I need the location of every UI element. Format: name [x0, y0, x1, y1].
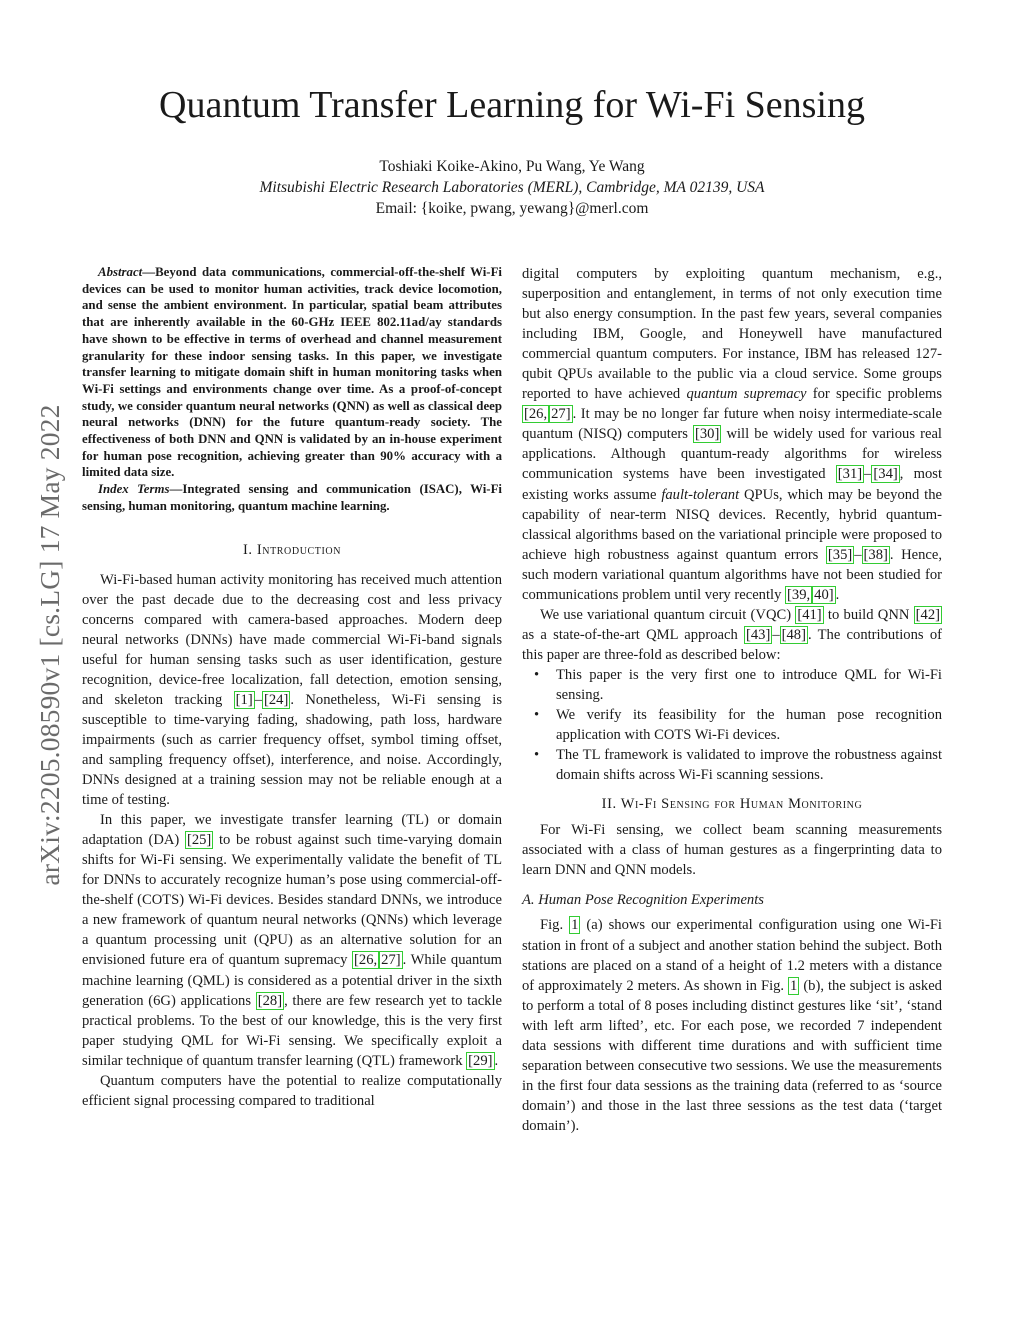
contribution-item: • This paper is the very first one to introduce QML for Wi-Fi sensing.: [522, 665, 942, 705]
author-affiliation: Mitsubishi Electric Research Laboratories (MERL), Cambridge, MA 02139, USA: [259, 179, 765, 196]
index-terms-text: —Integrated sensing and communication (ISAC), Wi-Fi sensing, human monitoring, quantum machine learning.: [82, 482, 502, 513]
citation-link[interactable]: [38]: [863, 546, 888, 563]
citation-link[interactable]: [34]: [873, 466, 898, 483]
abstract: [82, 264, 502, 481]
figure-link[interactable]: 1: [790, 977, 798, 994]
author-block: [0, 156, 1024, 219]
citation-link[interactable]: [1]: [235, 691, 253, 708]
author-email: Email: {koike, pwang, yewang}@merl.com: [375, 200, 649, 217]
intro-paragraph-3-continued: digital computers by exploiting quantum mechanism, e.g., superposition and entanglement, in terms of not only execution time but also energy consumption. In the past few years, several companies including IBM, Google, and Honeywell have manufactured commercial quantum computers. For instance, IBM has released 127-qubit QPUs available to the public via a cloud service. Some groups reported to have achieved quantum supremacy for specific problems [26, 27] . It may be no longer far future when noisy intermediate-scale quantum (NISQ) computers [30] will be widely used for various real applications. Although quantum-ready algorithms for wireless communication systems have been investigated [31] – [34] , most existing works assume fault-tolerant QPUs, which may be beyond the capability of near-term NISQ devices. Recently, hybrid quantum-classical algorithms based on the variational principle were proposed to achieve high robustness against quantum errors [35] – [38] . Hence, such modern variational quantum algorithms have not been studied for communications problem until very recently [39, 40] .: [522, 266, 943, 603]
intro-paragraph-2: In this paper, we investigate transfer learning (TL) or domain adaptation (DA) [25] to be robust against such time-varying domain shifts for Wi-Fi sensing. We experimentally validate the benefit of TL for DNNs to accurately recognize human’s pose using commercial-off-the-shelf (COTS) Wi-Fi devices. Besides standard DNNs, we introduce a new framework of quantum neural networks (QNNs) which leverage a quantum processing unit (QPU) as an alternative solution for an envisioned future era of quantum supremacy [26, 27] . While quantum machine learning (QML) is considered as a potential driver in the sixth generation (6G) applications [28] , there are few research yet to tackle practical problems. To the best of our knowledge, this is the very first paper studying QML for Wi-Fi sensing. We specifically exploit a similar technique of quantum transfer learning (QTL) framework [29] .: [82, 812, 503, 1069]
citation-link[interactable]: [25]: [186, 832, 212, 849]
citation-link[interactable]: 27]: [551, 406, 571, 423]
citation-link[interactable]: [41]: [797, 606, 822, 623]
left-column: [82, 264, 502, 1111]
abstract-label: Abstract: [98, 265, 143, 279]
section-heading-introduction: I. Introduction: [242, 541, 342, 558]
citation-link[interactable]: [24]: [264, 691, 289, 708]
arxiv-identifier: arXiv:2205.08590v1 [cs.LG] 17 May 2022: [34, 404, 65, 886]
section2-paragraph-2: Fig. 1 (a) shows our experimental configuration using one Wi-Fi station in front of a subject and another station behind the subject. Both stations are placed on a stand of a height of 1.2 meters with a distance of approximately 2 meters. As shown in Fig. 1 (b), the subject is asked to perform a total of 8 poses including distinct gestures like ‘sit’, ‘stand with left arm lifted’, etc. For each pose, we recorded 7 independent data sessions with different time durations and with sufficient time separation between consecutive two sessions. We use the measurements in the first four data sessions as the training data (referred to as ‘source domain’) and those in the last three sessions as the test data (‘target domain’).: [522, 917, 942, 1134]
abstract-text: —Beyond data communications, commercial-off-the-shelf Wi-Fi devices can be used to monitor human activities, track device locomotion, and sense the ambient environment. In particular, spatial beam attributes that are inherently available in the 60-GHz IEEE 802.11ad/ay standards have shown to be effective in terms of overhead and channel measurement granularity for these indoor sensing tasks. In this paper, we investigate transfer learning to mitigate domain shift in human monitoring tasks when Wi-Fi settings and environments change over time. As a proof-of-concept study, we consider quantum neural networks (QNN) as well as classical deep neural networks (DNN) for the future quantum-ready society. The effectiveness of both DNN and QNN is validated by an in-house experiment for human pose recognition, achieving greater than 90% accuracy with a limited data size.: [82, 265, 502, 480]
citation-link[interactable]: [28]: [257, 992, 283, 1009]
index-terms: [82, 481, 502, 514]
figure-link[interactable]: 1: [571, 917, 579, 934]
contribution-item: • We verify its feasibility for the human pose recognition application with COTS Wi-Fi devices.: [522, 705, 942, 745]
citation-link[interactable]: [43]: [746, 626, 771, 643]
arxiv-sidebar: [30, 345, 70, 945]
citation-link[interactable]: [26,: [354, 952, 378, 969]
contribution-list: [522, 665, 942, 785]
citation-link[interactable]: [29]: [468, 1052, 493, 1069]
citation-link[interactable]: [48]: [781, 626, 806, 643]
section-heading-wifi-sensing: II. Wi-Fi Sensing for Human Monitoring: [601, 796, 863, 813]
index-terms-label: Index Terms: [98, 482, 170, 497]
author-names: Toshiaki Koike-Akino, Pu Wang, Ye Wang: [379, 158, 645, 175]
right-column: [522, 264, 942, 1136]
citation-link[interactable]: [42]: [915, 606, 940, 623]
citation-link[interactable]: [31]: [837, 466, 863, 483]
intro-paragraph-4: We use variational quantum circuit (VQC) [41] to build QNN [42] as a state-of-the-art QML approach [43] – [48] . The contributions of this paper are three-fold as described below:: [522, 606, 942, 663]
intro-paragraph-3: Quantum computers have the potential to realize computationally efficient signal processing compared to traditional: [82, 1072, 502, 1109]
paper-title: Quantum Transfer Learning for Wi-Fi Sensing: [159, 84, 865, 126]
intro-paragraph-1: Wi-Fi-based human activity monitoring has received much attention over the past decade due to the decreasing cost and less privacy concerns compared with camera-based approaches. Modern deep neural networks (DNNs) have made commercial Wi-Fi-band signals useful for human sensing tasks such as user identification, gesture recognition, device-free localization, fall detection, emotion sensing, and skeleton tracking [1] – [24] . Nonetheless, Wi-Fi sensing is susceptible to time-varying fading, shadowing, path loss, hardware impairments (such as carrier frequency offset, symbol timing offset, and sampling frequency offset), interference, and noise. Accordingly, DNNs designed at a training session may not be reliable enough at a time of testing.: [82, 571, 503, 809]
contribution-item: • The TL framework is validated to improve the robustness against domain shifts across Wi-Fi scanning sessions.: [522, 745, 942, 785]
section2-paragraph-1: For Wi-Fi sensing, we collect beam scanning measurements associated with a class of human gestures as a fingerprinting data to learn DNN and QNN models.: [522, 822, 942, 879]
citation-link[interactable]: [39,: [787, 586, 811, 603]
citation-link[interactable]: [26,: [524, 406, 548, 423]
subsection-heading: A. Human Pose Recognition Experiments: [522, 892, 764, 909]
citation-link[interactable]: 40]: [814, 586, 834, 603]
citation-link[interactable]: [30]: [695, 426, 720, 443]
citation-link[interactable]: 27]: [381, 952, 401, 969]
citation-link[interactable]: [35]: [827, 546, 853, 563]
